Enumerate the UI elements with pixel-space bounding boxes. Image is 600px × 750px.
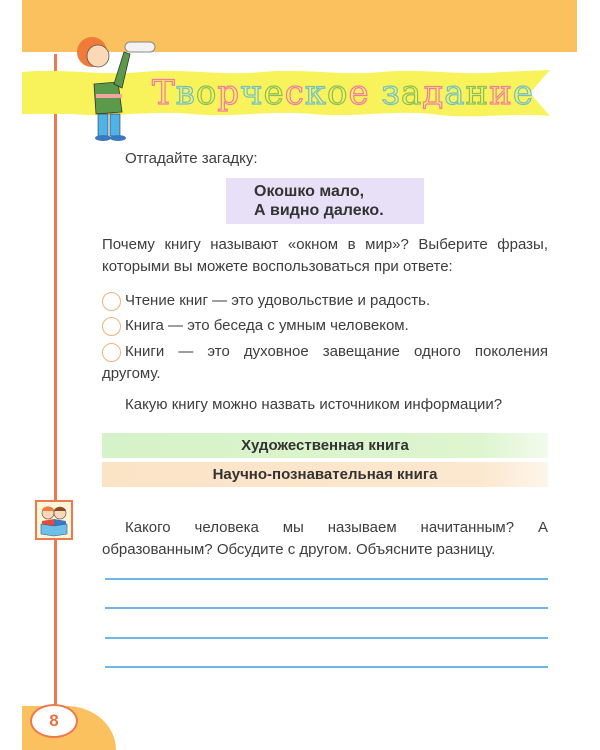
option-radio-circle[interactable]	[102, 292, 121, 311]
title-letter	[370, 73, 382, 113]
option-label: Книги — это духовное завещание одного поколения	[125, 343, 548, 360]
title-letter: е	[512, 73, 534, 113]
option-label: Чтение книг — это удовольствие и радость.	[125, 292, 431, 309]
title-letter: д	[422, 73, 445, 113]
option-label: Книга — это беседа с умным человеком.	[125, 317, 409, 334]
answer-line[interactable]	[105, 607, 548, 609]
riddle-box	[226, 178, 424, 224]
boy-with-telescope-illustration	[70, 28, 165, 143]
margin-line	[54, 54, 57, 706]
question-window-to-world: Почему книгу называют «окном в мир»? Выберите фразы, которыми вы можете воспользоваться при ответе:	[102, 236, 548, 275]
title-letter: о	[195, 73, 218, 113]
answer-line[interactable]	[105, 666, 548, 668]
pair-work-icon	[35, 500, 73, 540]
title-letter: к	[304, 73, 327, 113]
title-letter: н	[465, 73, 490, 113]
title-letter: и	[489, 73, 513, 113]
page-number: 8	[30, 704, 78, 738]
title-letter: о	[327, 73, 349, 113]
title-letter: е	[348, 73, 370, 113]
title-letter: в	[175, 73, 196, 113]
title-letter: ч	[240, 73, 264, 113]
answer-line[interactable]	[105, 578, 548, 580]
question-well-read: Какого человека мы называем начитанным? А образованным? Обсудите с другом. Объясните разницу.	[102, 519, 548, 558]
option-item[interactable]	[102, 341, 548, 385]
title-letter: р	[217, 73, 241, 113]
option-label-continuation: другому.	[102, 365, 161, 382]
book-type-nonfiction: Научно-познавательная книга	[102, 462, 548, 487]
option-radio-circle[interactable]	[102, 343, 121, 362]
riddle-line-2: А видно далеко.	[254, 202, 384, 219]
book-type-fiction: Художественная книга	[102, 433, 548, 458]
option-radio-circle[interactable]	[102, 317, 121, 336]
question-information-source: Какую книгу можно назвать источником информации?	[125, 396, 503, 413]
title-letter: е	[263, 73, 285, 113]
title-letter: Т	[152, 73, 176, 113]
riddle-line-1: Окошко мало,	[254, 183, 365, 200]
title-letter: а	[400, 73, 423, 113]
title-letter: с	[284, 73, 305, 113]
answer-line[interactable]	[105, 637, 548, 639]
intro-text: Отгадайте загадку:	[125, 150, 258, 167]
title-letter: з	[381, 73, 401, 113]
title-letter: а	[444, 73, 466, 113]
page-title	[152, 70, 534, 116]
